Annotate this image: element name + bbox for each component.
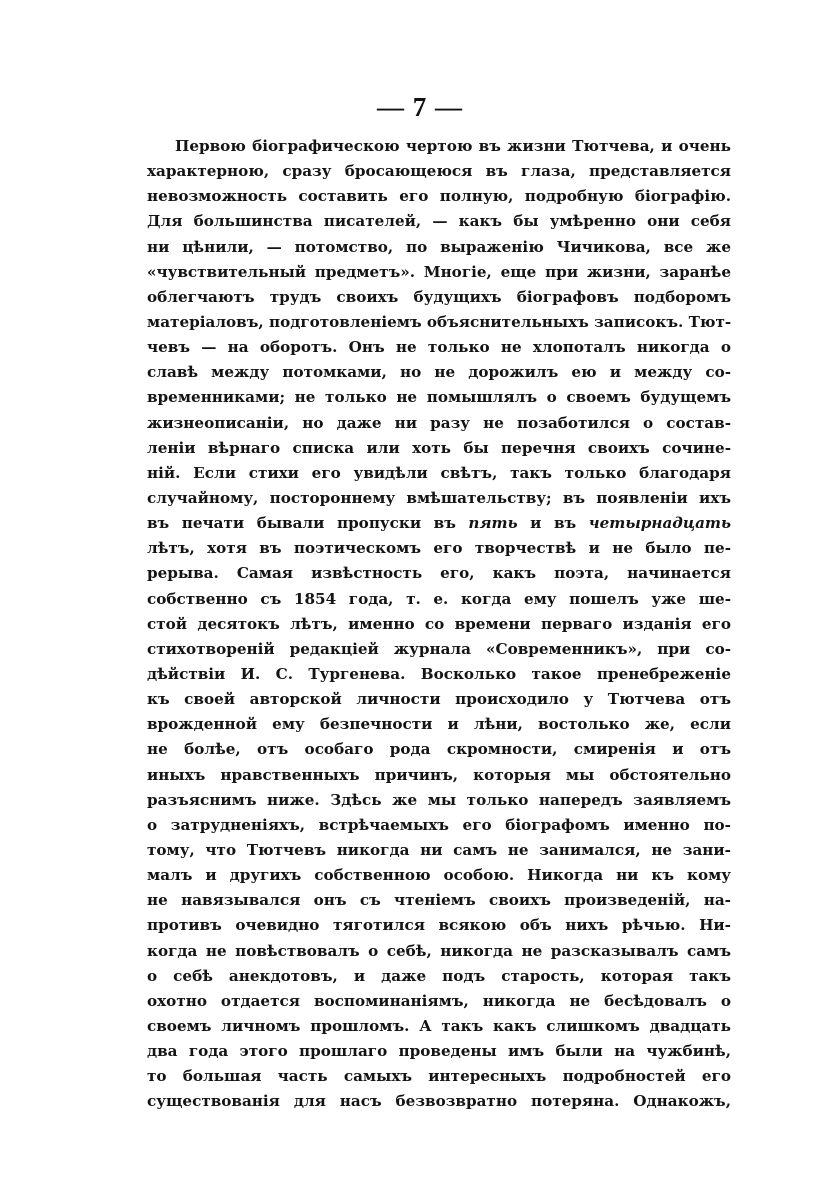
- emphasis-word: пять: [468, 514, 518, 533]
- text-line: невозможность составить его полную, подробную біографію.: [147, 187, 731, 206]
- text-line: случайному, постороннему вмѣшательству; въ появленіи ихъ: [147, 488, 731, 507]
- text-line: стой десятокъ лѣтъ, именно со времени перваго изданія его: [147, 614, 731, 633]
- text-line: стихотвореній редакціей журнала «Современникъ», при со-: [147, 639, 731, 658]
- text-line: временниками; не только не помышлялъ о своемъ будущемъ: [147, 388, 731, 407]
- text-line: врожденной ему безпечности и лѣни, востолько же, если: [147, 715, 731, 734]
- text-line: существованія для насъ безвозвратно потеряна. Однакожъ,: [147, 1092, 731, 1111]
- text-line: Для большинства писателей, — какъ бы умѣренно они себя: [147, 212, 731, 231]
- body-text: [147, 134, 731, 1114]
- emphasis-word: четырнадцать: [588, 514, 731, 533]
- text-line: разъяснимъ ниже. Здѣсь же мы только напередъ заявляемъ: [147, 790, 731, 809]
- text-line: чевъ — на оборотъ. Онъ не только не хлопоталъ никогда о: [147, 338, 731, 357]
- text-line: Первою біографическою чертою въ жизни Тютчева, и очень: [175, 137, 731, 155]
- text-line: противъ очевидно тяготился всякою объ нихъ рѣчью. Ни-: [147, 916, 731, 935]
- text-line: къ своей авторской личности происходило у Тютчева отъ: [147, 690, 731, 709]
- text-line: о затрудненіяхъ, встрѣчаемыхъ его біографомъ именно по-: [147, 815, 731, 834]
- text-line: леніи вѣрнаго списка или хоть бы перечня своихъ сочине-: [147, 438, 731, 457]
- text-line: матеріаловъ, подготовленіемъ объяснительныхъ записокъ. Тют-: [147, 312, 732, 331]
- text-line: жизнеописаніи, но даже ни разу не позаботился о состав-: [147, 413, 731, 432]
- text-line: два года этого прошлаго проведены имъ были на чужбинѣ,: [147, 1042, 731, 1061]
- text-line: когда не повѣствовалъ о себѣ, никогда не разсказывалъ самъ: [147, 941, 731, 960]
- text-line-with-emphasis: [147, 511, 731, 536]
- text-line: ни цѣнили, — потомство, по выраженію Чичикова, все же: [147, 237, 731, 256]
- text-line: не навязывался онъ съ чтеніемъ своихъ произведеній, на-: [147, 891, 731, 910]
- text-line: собственно съ 1854 года, т. е. когда ему пошелъ уже ше-: [147, 589, 731, 608]
- text-line: облегчаютъ трудъ своихъ будущихъ біографовъ подборомъ: [147, 287, 731, 306]
- text-line: иныхъ нравственныхъ причинъ, которыя мы обстоятельно: [147, 765, 731, 784]
- text-segment: и въ: [517, 514, 589, 533]
- text-segment: въ печати бывали пропуски въ: [147, 514, 469, 533]
- text-line: то большая часть самыхъ интересныхъ подробностей его: [147, 1067, 731, 1086]
- text-line: рерыва. Самая извѣстность его, какъ поэта, начинается: [147, 564, 731, 583]
- text-line: о себѣ анекдотовъ, и даже подъ старость, которая такъ: [147, 966, 731, 985]
- text-line: дѣйствіи И. С. Тургенева. Восколько такое пренебреженіе: [147, 664, 731, 683]
- text-line: тому, что Тютчевъ никогда ни самъ не занимался, не зани-: [147, 840, 731, 859]
- text-line: малъ и другихъ собственною особою. Никогда ни къ кому: [147, 866, 731, 885]
- text-line: своемъ личномъ прошломъ. А такъ какъ слишкомъ двадцать: [147, 1016, 731, 1035]
- text-line: охотно отдается воспоминаніямъ, никогда не бесѣдовалъ о: [147, 991, 731, 1010]
- text-line: не болѣе, отъ особаго рода скромности, смиренія и отъ: [147, 740, 731, 759]
- text-line: характерною, сразу бросающеюся въ глаза, представляется: [147, 162, 731, 181]
- text-line: славѣ между потомками, но не дорожилъ ею и между со-: [147, 363, 731, 382]
- text-line: лѣтъ, хотя въ поэтическомъ его творчествѣ и не было пе-: [147, 539, 731, 558]
- text-line: ній. Если стихи его увидѣли свѣтъ, такъ только благодаря: [147, 463, 731, 482]
- text-line: «чувствительный предметъ». Многіе, еще при жизни, заранѣе: [147, 262, 731, 281]
- page-number: — 7 —: [377, 92, 463, 122]
